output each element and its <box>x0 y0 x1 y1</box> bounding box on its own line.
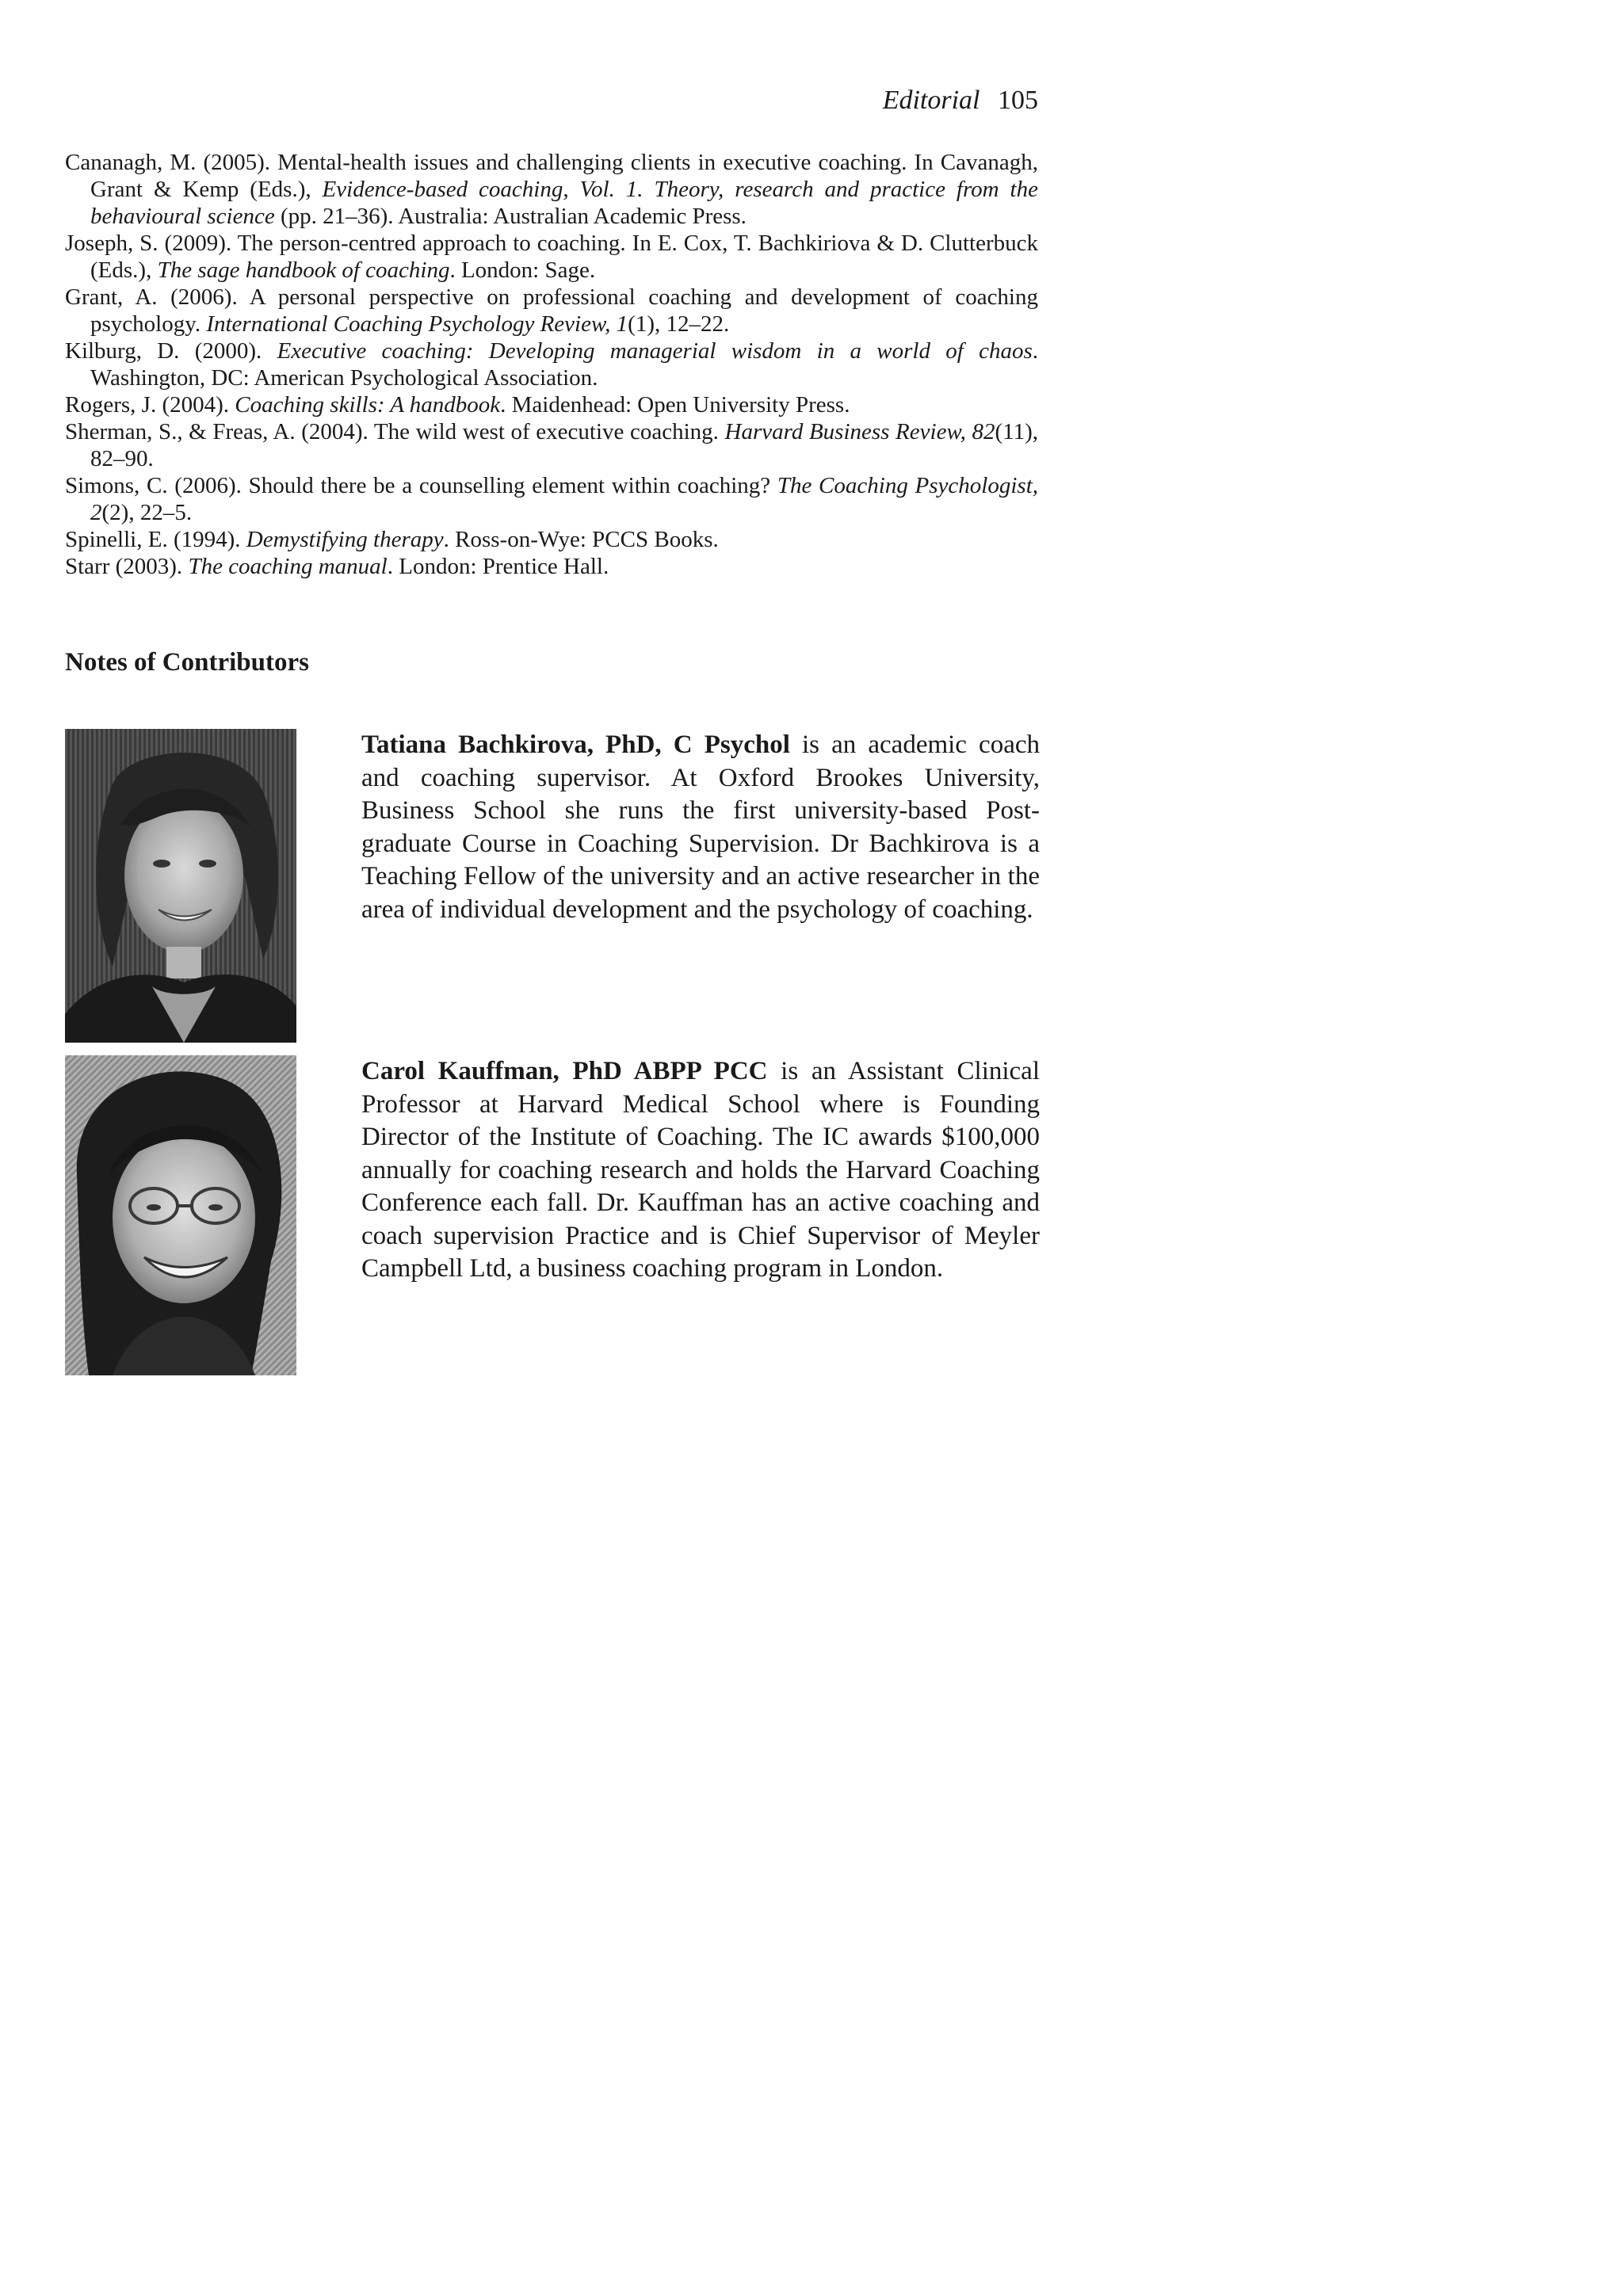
running-head-title: Editorial <box>882 86 980 115</box>
contributor-bio-text: is an academic coach and coaching supervisor. At Oxford Brookes University, Business School she runs the first university-based Post-graduate Course in Coaching Supervision. Dr Bachkirova is a Teaching Fellow of the university and an active researcher in the area of individual development and the psychology of coaching. <box>361 730 1040 924</box>
reference-item: Starr (2003). The coaching manual. London: Prentice Hall. <box>65 554 609 579</box>
reference-item: Joseph, S. (2009). The person-centred approach to coaching. In E. Cox, T. Bachkiriova & D. Clutterbuck (Eds.), The sage handbook of coaching. London: Sage. <box>65 231 1038 283</box>
reference-item: Kilburg, D. (2000). Executive coaching: Developing managerial wisdom in a world of chaos. Washington, DC: American Psychological Association. <box>65 338 1038 391</box>
contributor-photo <box>65 729 296 1043</box>
running-head <box>883 86 1038 116</box>
contributor-bio <box>361 729 1040 926</box>
reference-item: Cananagh, M. (2005). Mental-health issues and challenging clients in executive coaching. In Cavanagh, Grant & Kemp (Eds.), Evidence-based coaching, Vol. 1. Theory, research and practice from the behavioural science (pp. 21–36). Australia: Australian Academic Press. <box>65 150 1038 229</box>
reference-item: Rogers, J. (2004). Coaching skills: A handbook. Maidenhead: Open University Press. <box>65 392 850 418</box>
contributor-bio <box>361 1055 1040 1286</box>
reference-item: Spinelli, E. (1994). Demystifying therapy. Ross-on-Wye: PCCS Books. <box>65 527 719 552</box>
section-heading: Notes of Contributors <box>65 648 309 677</box>
reference-item: Simons, C. (2006). Should there be a counselling element within coaching? The Coaching Psychologist, 2(2), 22–5. <box>65 473 1038 525</box>
reference-item: Sherman, S., & Freas, A. (2004). The wild west of executive coaching. Harvard Business Review, 82(11), 82–90. <box>65 419 1038 471</box>
contributor-photo <box>65 1055 296 1375</box>
reference-list <box>65 149 1038 580</box>
contributor-bio-text: is an Assistant Clinical Professor at Harvard Medical School where is Founding Director of the Institute of Coaching. The IC awards $100,000 annually for coaching research and holds the Harvard Coaching Conference each fall. Dr. Kauffman has an active coaching and coach supervision Practice and is Chief Supervisor of Meyler Campbell Ltd, a business coaching program in London. <box>361 1057 1040 1283</box>
page-number: 105 <box>998 86 1038 115</box>
reference-item: Grant, A. (2006). A personal perspective on professional coaching and development of coaching psychology. International Coaching Psychology Review, 1(1), 12–22. <box>65 284 1038 337</box>
contributor-name: Carol Kauffman, PhD ABPP PCC <box>361 1057 768 1085</box>
contributor-name: Tatiana Bachkirova, PhD, C Psychol <box>361 730 790 759</box>
